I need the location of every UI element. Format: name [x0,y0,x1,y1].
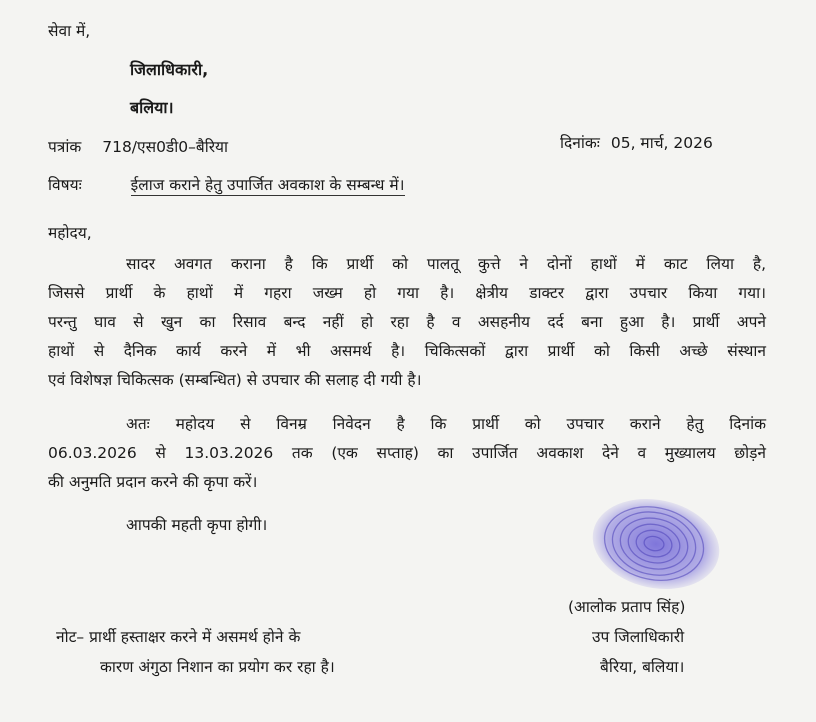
salutation-to: सेवा में, [48,22,91,40]
thumbprint-icon [584,496,724,596]
paragraph-line: सादर अवगत कराना है कि प्रार्थी को पालतू कुत्ते ने दोनों हाथों में काट लिया है, [126,255,766,273]
paragraph-line: की अनुमति प्रदान करने की कृपा करें। [48,473,258,491]
closing-line: आपकी महती कृपा होगी। [126,516,268,534]
subject-text: ईलाज कराने हेतु उपार्जित अवकाश के सम्बन्ध में। [130,176,405,194]
ref-label: पत्रांक [48,138,82,156]
note-line-1: नोट– प्रार्थी हस्ताक्षर करने में असमर्थ होने के [56,628,301,646]
paragraph-line: एवं विशेषज्ञ चिकित्सक (सम्बन्धित) से उपचार की सलाह दी गयी है। [48,371,422,389]
subject-label: विषयः [48,176,82,194]
signatory-designation: उप जिलाधिकारी [592,628,685,646]
paragraph-line: जिससे प्रार्थी के हाथों में गहरा जख्म हो गया है। क्षेत्रीय डाक्टर द्वारा उपचार किया गया। [48,284,766,302]
paragraph-line: परन्तु घाव से खुन का रिसाव बन्द नहीं हो रहा है व असहनीय दर्द बना हुआ है। प्रार्थी अपने [48,313,766,331]
paragraph-line: अतः महोदय से विनम्र निवेदन है कि प्रार्थी को उपचार कराने हेतु दिनांक [126,415,766,433]
greeting: महोदय, [48,224,92,242]
date-label: दिनांकः [560,134,600,152]
recipient-title: जिलाधिकारी, [130,60,209,79]
date-row [560,134,713,153]
ref-number: 718/एस0डी0–बैरिया [102,138,229,156]
signatory-place: बैरिया, बलिया। [600,658,685,676]
signatory-name: (आलोक प्रताप सिंह) [568,598,686,616]
date-value: 05, मार्च, 2026 [610,134,713,152]
reference-row [48,138,228,157]
paragraph-line: 06.03.2026 से 13.03.2026 तक (एक सप्ताह) का उपार्जित अवकाश देने व मुख्यालय छोड़ने [48,444,766,462]
subject-row [48,176,405,195]
paragraph-line: हाथों से दैनिक कार्य करने में भी असमर्थ है। चिकित्सकों द्वारा प्रार्थी को किसी अच्छे संस्थान [48,342,766,360]
note-line-2: कारण अंगुठा निशान का प्रयोग कर रहा है। [100,658,335,676]
recipient-place: बलिया। [130,98,174,117]
paragraph-1 [48,250,766,395]
paragraph-2 [48,410,766,497]
